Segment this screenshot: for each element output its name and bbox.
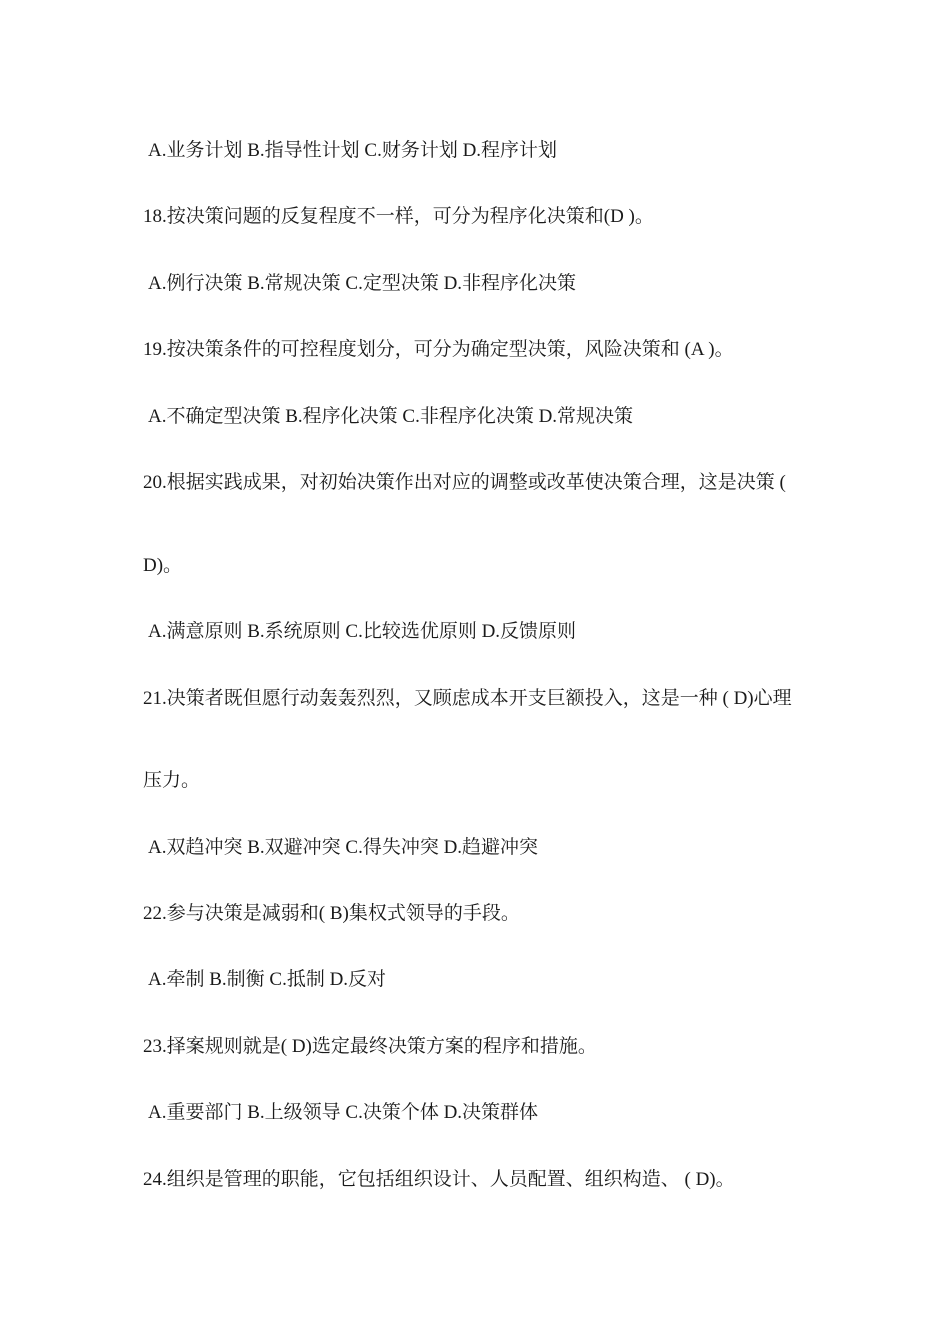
options-line-23: A.重要部门 B.上级领导 C.决策个体 D.决策群体	[148, 1102, 539, 1123]
question-21: 21.决策者既但愿行动轰轰烈烈，又顾虑成本开支巨额投入，这是一种 ( D)心理	[143, 688, 792, 709]
options-line-19: A.不确定型决策 B.程序化决策 C.非程序化决策 D.常规决策	[148, 406, 634, 427]
question-23: 23.择案规则就是( D)选定最终决策方案的程序和措施。	[143, 1036, 597, 1057]
question-20: 20.根据实践成果，对初始决策作出对应的调整或改革使决策合理，这是决策 (	[143, 472, 786, 493]
options-line-17: A.业务计划 B.指导性计划 C.财务计划 D.程序计划	[148, 140, 558, 161]
question-22: 22.参与决策是减弱和( B)集权式领导的手段。	[143, 903, 520, 924]
question-20-continued: D)。	[143, 555, 183, 576]
question-21-continued: 压力。	[143, 770, 201, 791]
options-line-21: A.双趋冲突 B.双避冲突 C.得失冲突 D.趋避冲突	[148, 837, 539, 858]
options-line-22: A.牵制 B.制衡 C.抵制 D.反对	[148, 969, 387, 990]
options-line-18: A.例行决策 B.常规决策 C.定型决策 D.非程序化决策	[148, 273, 577, 294]
question-24: 24.组织是管理的职能，它包括组织设计、人员配置、组织构造、 ( D)。	[143, 1169, 735, 1190]
options-line-20: A.满意原则 B.系统原则 C.比较选优原则 D.反馈原则	[148, 621, 577, 642]
question-18: 18.按决策问题的反复程度不一样，可分为程序化决策和(D )。	[143, 206, 654, 227]
question-19: 19.按决策条件的可控程度划分，可分为确定型决策，风险决策和 (A )。	[143, 339, 734, 360]
